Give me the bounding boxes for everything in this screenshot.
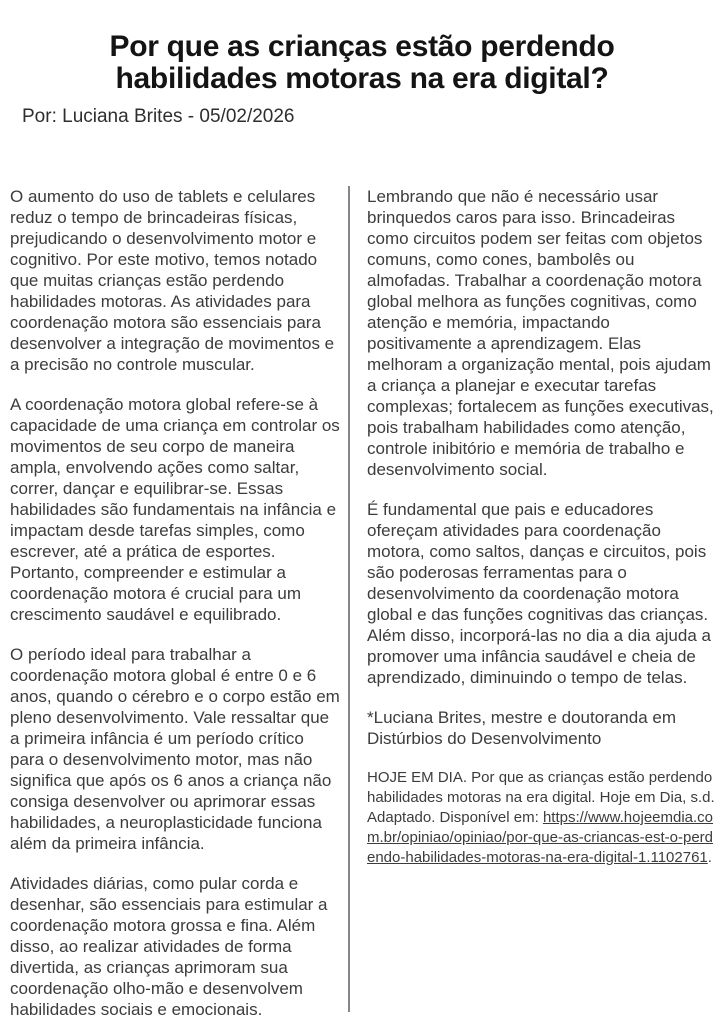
paragraph-pais-educadores: É fundamental que pais e educadores ofereçam atividades para coordenação motora, como saltos, danças e circuitos, pois são poderosas ferramentas para o desenvolvimento da coordenação motora global e das funções cognitivas das crianças. Além disso, incorporá-las no dia a dia ajuda a promover uma infância saudável e cheia de aprendizado, diminuindo o tempo de telas.	[367, 500, 711, 687]
page-title: Por que as crianças estão perdendo habilidades motoras na era digital?	[109, 30, 615, 95]
paragraph-periodo-ideal: O período ideal para trabalhar a coordenação motora global é entre 0 e 6 anos, quando o cérebro e o corpo estão em pleno desenvolvimento. Vale ressaltar que a primeira infância é um período crítico para o desenvolvimento motor, mas não significa que após os 6 anos a criança não consiga desenvolver ou aprimorar essas habilidades, a neuroplasticidade funciona além da primeira infância.	[10, 645, 340, 853]
citation-suffix: .	[707, 849, 712, 866]
paragraph-atividades-diarias: Atividades diárias, como pular corda e desenhar, são essenciais para estimular a coordenação motora grossa e fina. Além disso, ao realizar atividades de forma divertida, as crianças aprimoram sua coordenação olho-mão e desenvolvem habilidades sociais e emocionais.	[10, 874, 328, 1019]
citation-text: HOJE EM DIA. Por que as crianças estão perdendo habilidades motoras na era digital. Hoje em Dia, s.d. Adaptado. Disponível em:	[367, 769, 715, 826]
right-column	[350, 186, 715, 868]
paragraph-intro: O aumento do uso de tablets e celulares reduz o tempo de brincadeiras físicas, prejudicando o desenvolvimento motor e cognitivo. Por este motivo, temos notado que muitas crianças estão perdendo habilidades motoras. As atividades para coordenação motora são essenciais para desenvolver a integração de movimentos e a precisão no controle muscular.	[10, 187, 335, 374]
author-note: *Luciana Brites, mestre e doutoranda em Distúrbios do Desenvolvimento	[367, 708, 677, 748]
paragraph-brinquedos: Lembrando que não é necessário usar brinquedos caros para isso. Brincadeiras como circuitos podem ser feitas com objetos comuns, como cones, bambolês ou almofadas. Trabalhar a coordenação motora global melhora as funções cognitivas, como atenção e memória, impactando positivamente a aprendizagem. Elas melhoram a organização mental, pois ajudam a criança a planejar e executar tarefas complexas; fortalecem as funções executivas, pois trabalham habilidades como atenção, controle inibitório e memória de trabalho e desenvolvimento social.	[367, 187, 714, 479]
byline: Por: Luciana Brites - 05/02/2026	[22, 106, 295, 127]
two-column-layout	[10, 186, 715, 1024]
left-column	[10, 186, 348, 1024]
paragraph-coordenacao-global: A coordenação motora global refere-se à capacidade de uma criança em controlar os movimentos de seu corpo de maneira ampla, envolvendo ações como saltar, correr, dançar e equilibrar-se. Essas habilidades são fundamentais na infância e impactam desde tarefas simples, como escrever, até a prática de esportes. Portanto, compreender e estimular a coordenação motora é crucial para um crescimento saudável e equilibrado.	[10, 395, 340, 624]
source-citation	[367, 768, 715, 868]
source-link[interactable]: https://www.hojeemdia.com.br/opiniao/opiniao/por-que-as-criancas-est-o-perdendo-habilidades-motoras-na-era-digital-1.1102761	[367, 809, 714, 866]
